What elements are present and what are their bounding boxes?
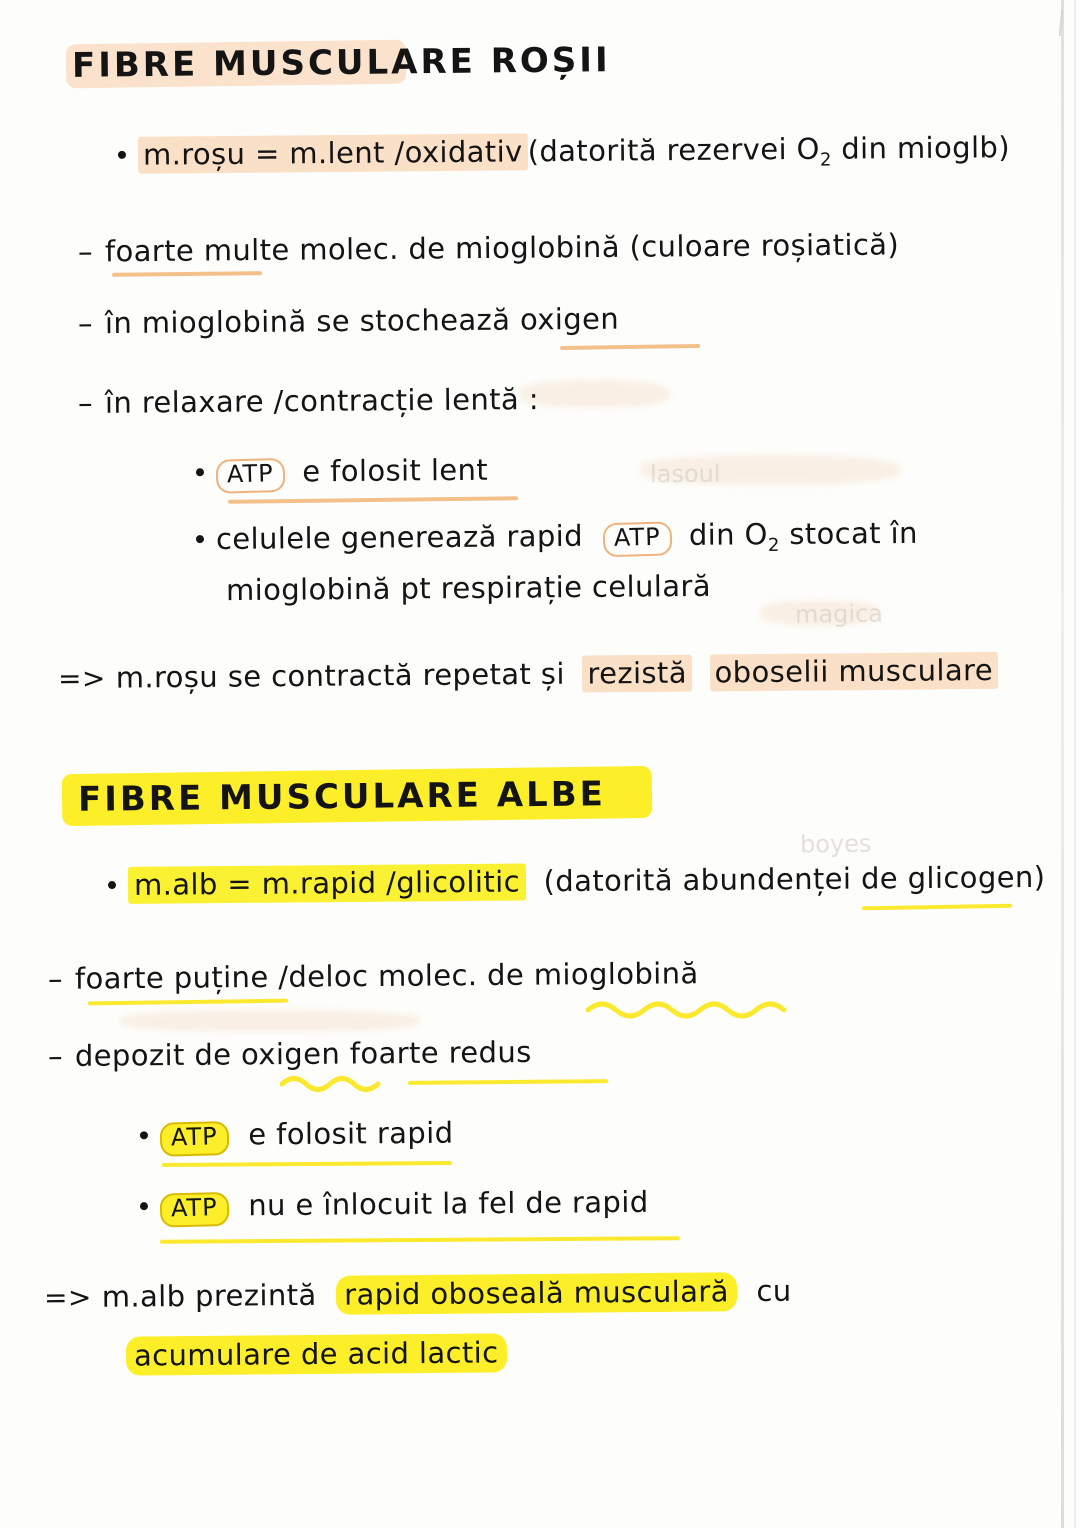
bullet-icon	[108, 881, 116, 889]
note-line-text: m.roșu se contractă repetat și	[115, 656, 565, 695]
note-line-text: în relaxare /contracție lentă :	[104, 381, 540, 420]
note-line-highlighted-text: rapid oboseală musculară	[336, 1272, 737, 1314]
note-line-text: e folosit rapid	[248, 1115, 454, 1152]
note-line	[140, 1186, 649, 1227]
note-line-text: din O	[688, 517, 768, 552]
note-line	[48, 1036, 532, 1074]
bullet-icon	[140, 1202, 148, 1210]
underline-stroke	[88, 999, 288, 1006]
note-line	[196, 454, 488, 493]
bullet-icon	[140, 1131, 148, 1139]
ghost-text: lasoul	[649, 459, 721, 489]
conclusion-line-white-fibers	[44, 1275, 792, 1315]
atp-token: ATP	[216, 458, 286, 493]
underline-stroke	[112, 271, 262, 277]
dash-marker: –	[47, 961, 64, 996]
note-line-text: depozit de oxigen foarte redus	[74, 1034, 532, 1073]
bullet-icon	[196, 468, 204, 476]
note-line-text-tail: din mioglb)	[831, 130, 1011, 166]
atp-token: ATP	[160, 1121, 230, 1156]
note-line	[78, 303, 619, 341]
note-line-highlighted-text: m.alb = m.rapid /glicolitic	[128, 863, 526, 903]
squiggle-underline-icon	[280, 1072, 400, 1096]
note-line-text-tail: cu	[756, 1273, 792, 1309]
note-line	[196, 517, 918, 562]
arrow-marker: =>	[43, 1280, 92, 1315]
note-line-text: e folosit lent	[302, 452, 489, 489]
note-line	[48, 957, 699, 996]
underline-stroke	[228, 496, 518, 504]
subscript: 2	[819, 149, 832, 171]
note-line-highlighted-text-2: oboselii musculare	[709, 652, 998, 692]
bullet-icon	[196, 535, 204, 543]
subscript: 2	[767, 534, 780, 556]
atp-token: ATP	[160, 1192, 230, 1227]
conclusion-line-red-fibers	[58, 654, 998, 696]
dash-marker: –	[77, 385, 94, 421]
note-line-text: celulele generează rapid	[215, 518, 584, 556]
underline-stroke	[560, 344, 700, 350]
note-line	[78, 383, 539, 420]
ghost-text: boyes	[799, 829, 872, 859]
section-heading-white-fibers: FIBRE MUSCULARE ALBE	[77, 774, 607, 820]
dash-marker: –	[47, 1038, 64, 1074]
arrow-marker: =>	[57, 661, 106, 696]
note-line-continuation: mioglobină pt respirație celulară	[225, 568, 712, 608]
atp-token: ATP	[602, 521, 672, 556]
ghost-text: magica	[794, 599, 884, 629]
conclusion-line-white-fibers-continuation	[126, 1336, 507, 1373]
section-heading-red-fibers: FIBRE MUSCULARE ROȘII	[71, 40, 611, 86]
underline-stroke	[408, 1079, 608, 1085]
note-line-text: în mioglobină se stochează oxigen	[104, 301, 620, 341]
note-line-text-tail: stocat în	[779, 515, 918, 552]
note-line-text: (datorită abundenței de glicogen)	[543, 859, 1046, 899]
note-line-highlighted-text-2: acumulare de acid lactic	[126, 1333, 507, 1375]
note-line-text: nu e înlocuit la fel de rapid	[248, 1184, 649, 1223]
dash-marker: –	[77, 234, 94, 269]
note-line	[118, 131, 1010, 177]
note-line	[108, 861, 1046, 903]
note-line-text: foarte puține /deloc molec. de mioglobină	[74, 956, 699, 996]
note-line-highlighted-text: rezistă	[582, 655, 692, 693]
squiggle-underline-icon	[586, 998, 806, 1024]
note-line-text: m.alb prezintă	[101, 1277, 317, 1314]
note-line	[78, 228, 899, 269]
note-line	[140, 1117, 454, 1156]
note-line-text: (datorită rezervei O	[527, 131, 820, 169]
note-line-text: foarte multe molec. de mioglobină (culoare roșiatică)	[104, 227, 900, 269]
bullet-icon	[118, 150, 126, 158]
underline-stroke	[862, 904, 1012, 911]
underline-stroke	[162, 1161, 452, 1167]
underline-stroke	[160, 1236, 680, 1244]
note-line-highlighted-text: m.roșu = m.lent /oxidativ	[138, 133, 528, 173]
dash-marker: –	[77, 306, 94, 341]
